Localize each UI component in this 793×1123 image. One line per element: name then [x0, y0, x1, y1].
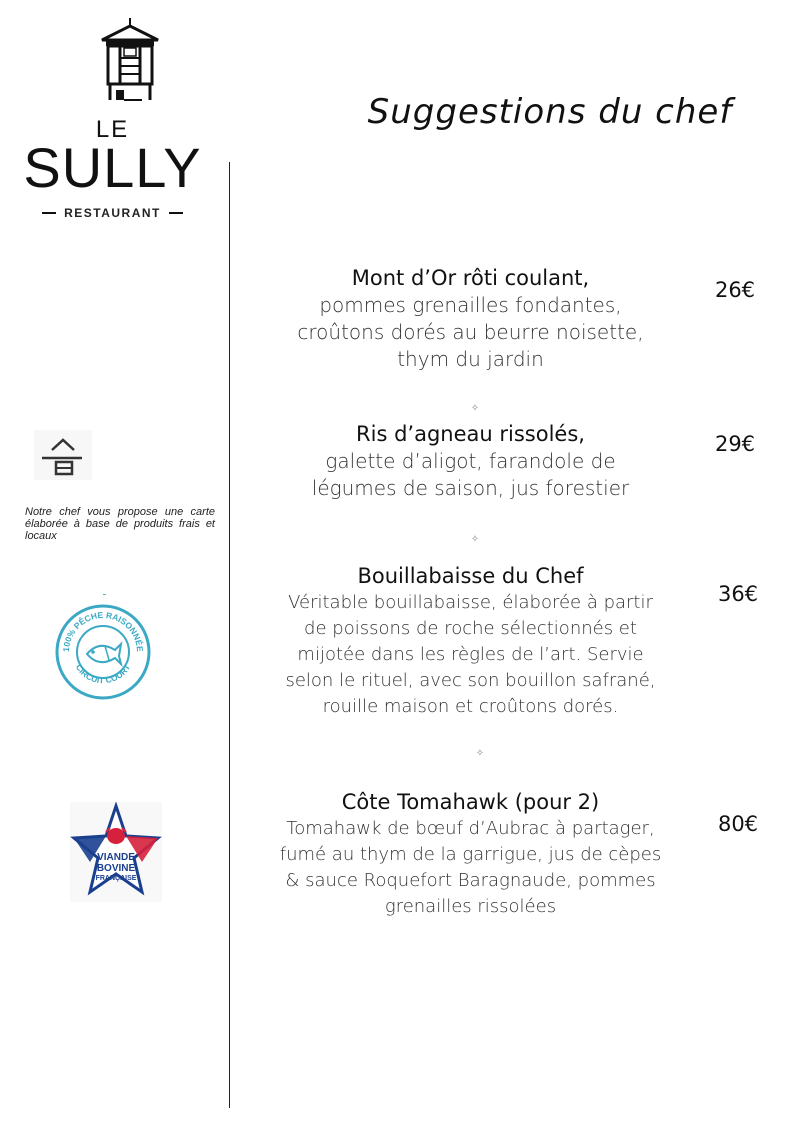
price-bouillabaisse: 36€ [717, 582, 759, 606]
peche-dot [103, 594, 106, 595]
dish-mont-dor [243, 264, 698, 373]
peche-top-text: 100% PÊCHE RAISONNÉE [60, 609, 146, 653]
viande-bovine-francaise-badge [70, 802, 162, 902]
page-title: Suggestions du chef [367, 92, 733, 132]
dish-desc-line: de poissons de roche sélectionnés et [304, 618, 637, 639]
separator-icon: ✧ [470, 534, 480, 545]
dish-desc-line: galette d’aligot, farandole de [325, 449, 616, 473]
dish-desc-line: Véritable bouillabaisse, élaborée à partir [288, 592, 653, 613]
logo-restaurant: RESTAURANT [64, 206, 161, 220]
restaurant-logo [20, 18, 205, 228]
price-cote-tomahawk: 80€ [717, 812, 759, 836]
dish-name: Bouillabaisse du Chef [357, 564, 584, 588]
separator-icon: ✧ [470, 403, 480, 414]
peche-raisonnee-badge-icon [55, 604, 151, 700]
price-mont-dor: 26€ [714, 278, 756, 302]
dish-ris-agneau [243, 420, 698, 502]
dish-desc-line: & sauce Roquefort Baragnaude, pommes [285, 870, 656, 891]
dish-name: Mont d’Or rôti coulant, [351, 266, 590, 290]
dish-desc-line: mijotée dans les règles de l’art. Servie [297, 644, 644, 665]
dash-left [42, 212, 56, 214]
logo-le: LE [95, 116, 130, 143]
peche-bottom-text: CIRCUIT COURT [73, 662, 133, 686]
dish-desc-line: fumé au thym de la garrigue, jus de cèpes [279, 844, 662, 865]
dish-desc-line: selon le rituel, avec son bouillon safrané, [285, 670, 656, 691]
dish-desc-line: thym du jardin [397, 347, 544, 371]
logo-sully: SULLY [23, 136, 202, 199]
viande-star-icon [70, 802, 162, 902]
viande-line2: BOVINE [96, 863, 136, 874]
dish-bouillabaisse [243, 562, 698, 720]
dish-cote-tomahawk [243, 788, 698, 920]
dish-desc-line: légumes de saison, jus forestier [311, 476, 630, 500]
dish-desc-line: pommes grenailles fondantes, [319, 293, 622, 317]
price-ris-agneau: 29€ [714, 432, 756, 456]
dish-desc-line: rouille maison et croûtons dorés. [322, 696, 619, 717]
dish-desc-line: Tomahawk de bœuf d’Aubrac à partager, [286, 818, 655, 839]
dish-name: Ris d’agneau rissolés, [356, 422, 585, 446]
building-logo-icon [98, 18, 162, 104]
dish-desc-line: croûtons dorés au beurre noisette, [297, 320, 644, 344]
viande-line3: FRANÇAISE [95, 875, 137, 882]
dish-name: Côte Tomahawk (pour 2) [341, 790, 600, 814]
chef-note: Notre chef vous propose une carte élaborée à base de produits frais et locaux [25, 506, 215, 542]
separator-icon: ✧ [475, 748, 485, 759]
viande-line1: VIANDE [97, 852, 135, 863]
dash-right [169, 212, 183, 214]
homemade-house-icon [34, 430, 92, 480]
logo-restaurant-row [20, 206, 205, 220]
dish-desc-line: grenailles rissolées [384, 896, 557, 917]
vertical-divider [229, 162, 230, 1108]
